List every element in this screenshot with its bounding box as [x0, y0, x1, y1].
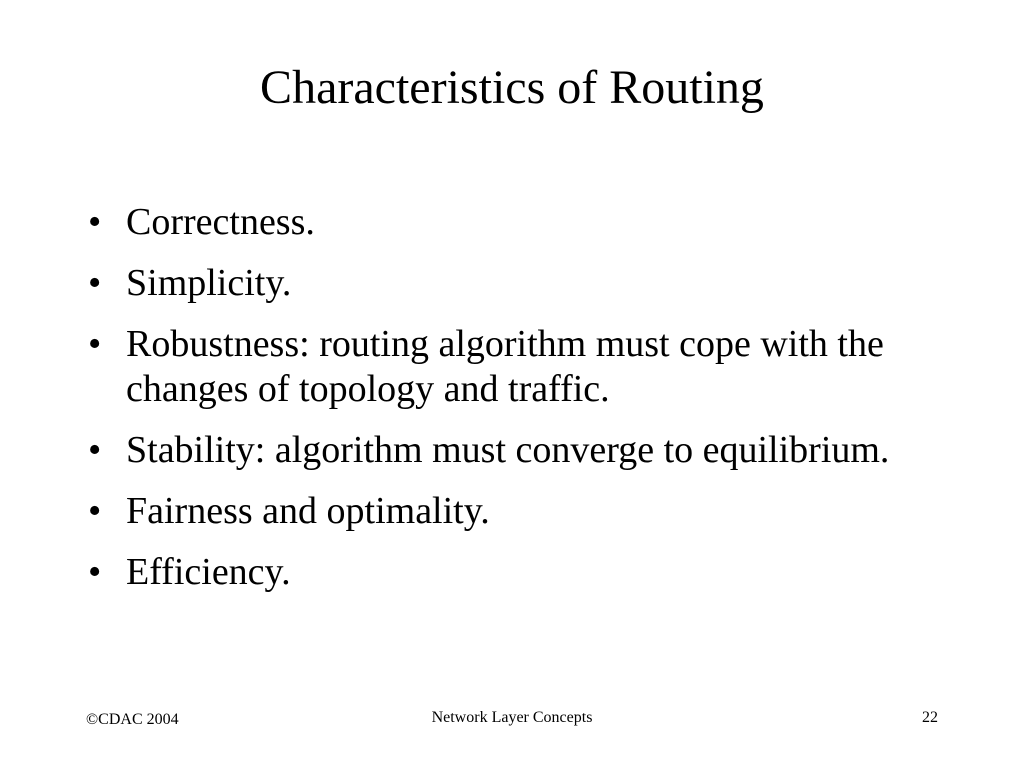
list-item — [86, 261, 926, 306]
bullet-icon: • — [88, 323, 102, 365]
footer-page-number: 22 — [922, 709, 938, 726]
bullet-text: Efficiency. — [126, 551, 291, 593]
footer-copyright: ©CDAC 2004 — [86, 711, 179, 728]
bullet-text: Correctness. — [126, 201, 315, 243]
footer-title: Network Layer Concepts — [431, 709, 593, 726]
bullet-text: Fairness and optimality. — [126, 490, 490, 532]
bullet-icon: • — [88, 490, 102, 532]
bullet-icon: • — [88, 262, 102, 304]
slide-title: Characteristics of Routing — [260, 61, 764, 114]
bullet-icon: • — [88, 201, 102, 243]
list-item — [86, 489, 926, 534]
list-item — [86, 550, 926, 595]
bullet-icon: • — [88, 429, 102, 471]
list-item — [86, 200, 926, 245]
list-item — [86, 322, 926, 412]
bullet-text: Simplicity. — [126, 262, 292, 304]
list-item — [86, 428, 926, 473]
bullet-text: Robustness: routing algorithm must cope with the changes of topology and traffic. — [126, 323, 884, 410]
bullet-text: Stability: algorithm must converge to equilibrium. — [126, 429, 890, 471]
bullet-list — [86, 200, 926, 611]
bullet-icon: • — [88, 551, 102, 593]
